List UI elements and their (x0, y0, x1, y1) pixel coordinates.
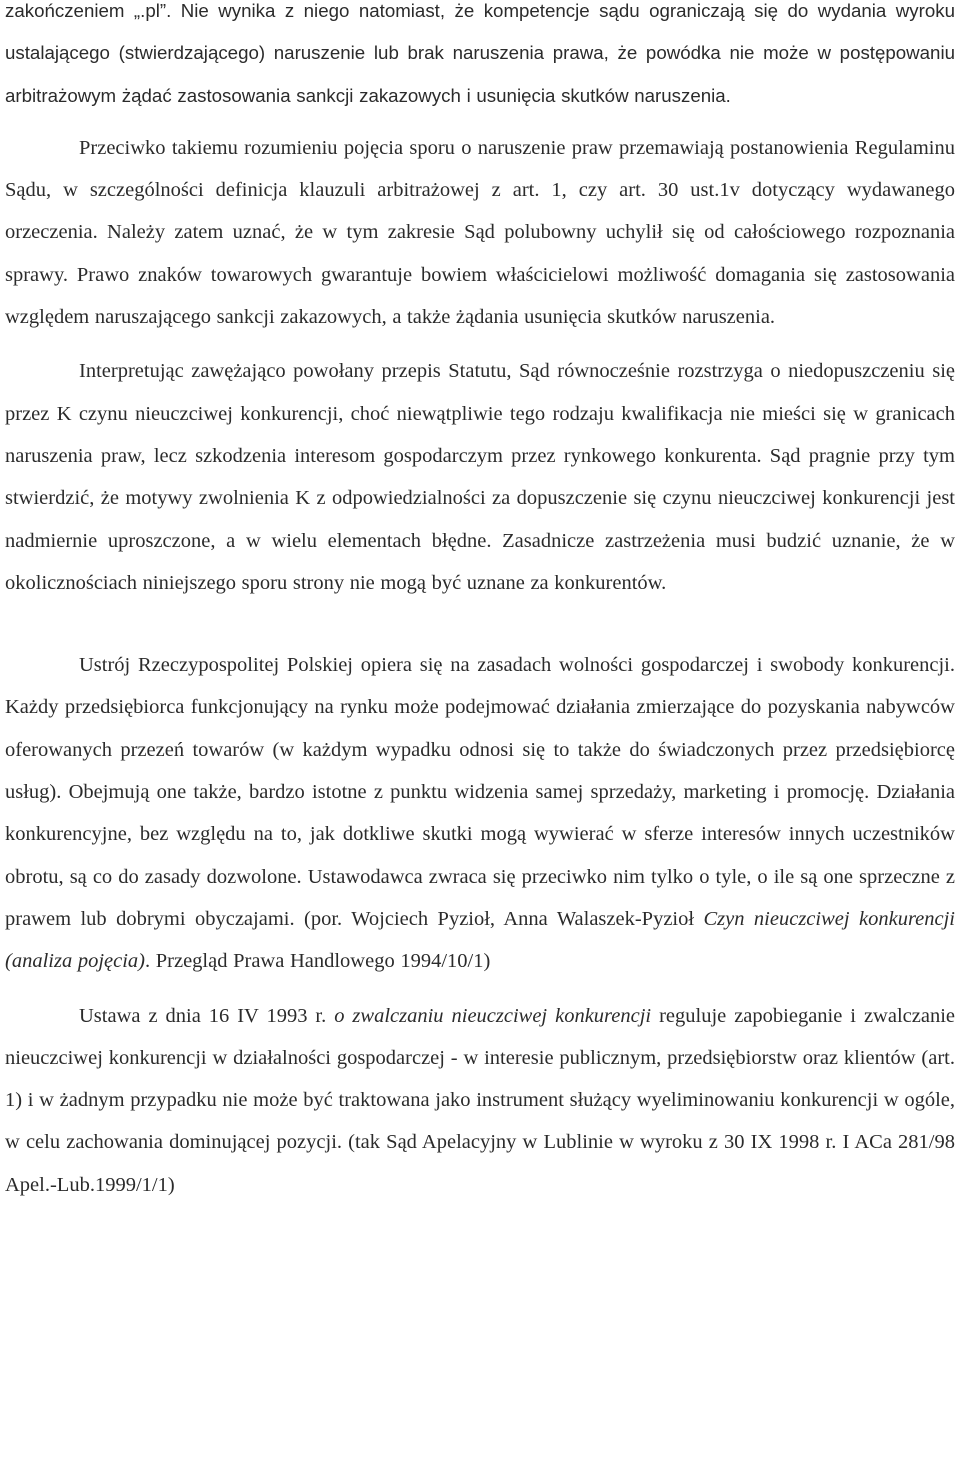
act-title: o zwalczaniu nieuczciwej konkurencji (334, 1004, 652, 1027)
cited-article-title: Czyn nieuczciwej konkurencji (analiza pojęcia) (5, 907, 955, 973)
paragraph-unfair-competition-act (5, 995, 955, 1206)
paragraph-statute-interpretation: Interpretując zawężająco powołany przepis Statutu, Sąd równocześnie rozstrzyga o niedopuszczeniu się przez K czynu nieuczciwej konkurencji, choć niewątpliwie tego rodzaju kwalifikacja nie mieści się w granicach naruszenia praw, lecz szkodzenia interesom gospodarczym przez rynkowego konkurenta. Sąd pragnie przy tym stwierdzić, że motywy zwolnienia K z odpowiedzialności za dopuszczenie się czynu nieuczciwej konkurencji jest nadmiernie uproszczone, a w wielu elementach błędne. Zasadnicze zastrzeżenia musi budzić uznanie, że w okolicznościach niniejszego sporu strony nie mogą być uznane za konkurentów. (5, 360, 955, 594)
paragraph-dispute-scope: Przeciwko takiemu rozumieniu pojęcia sporu o naruszenie praw przemawiają postanowienia Regulaminu Sądu, w szczególności definicja klauzuli arbitrażowej z art. 1, czy art. 30 ust.1v dotyczący wydawanego orzeczenia. Należy zatem uznać, że w tym zakresie Sąd polubowny uchylił się od całościowego rozpoznania sprawy. Prawo znaków towarowych gwarantuje bowiem właścicielowi możliwość domagania się zastosowania względem naruszającego sankcji zakazowych, a także żądania usunięcia skutków naruszenia. (5, 136, 955, 329)
paragraph-free-competition (5, 644, 955, 982)
paragraph-continuation: zakończeniem „.pl”. Nie wynika z niego natomiast, że kompetencje sądu ograniczają się do wydania wyroku ustalającego (stwierdzającego) naruszenie lub brak naruszenia prawa, że powódka nie może w postępowaniu arbitrażowym żądać zastosowania sankcji zakazowych i usunięcia skutków naruszenia. (5, 0, 955, 106)
paragraph-act-text: reguluje zapobieganie i zwalczanie nieuczciwej konkurencji w działalności gospodarczej - w interesie publicznym, przedsiębiorstw oraz klientów (art. 1) i w żadnym przypadku nie może być traktowana jako instrument służący wyeliminowaniu konkurencji w ogóle, w celu zachowania dominującej pozycji. (tak Sąd Apelacyjny w Lublinie w wyroku z 30 IX 1998 r. I ACa 281/98 Apel.-Lub.1999/1/1) (5, 1004, 955, 1196)
paragraph-free-competition-citation: . Przegląd Prawa Handlowego 1994/10/1) (145, 950, 491, 973)
paragraph-act-intro: Ustawa z dnia 16 IV 1993 r. (79, 1004, 335, 1027)
document-page (5, 0, 955, 1206)
paragraph-free-competition-text: Ustrój Rzeczypospolitej Polskiej opiera się na zasadach wolności gospodarczej i swobody konkurencji. Każdy przedsiębiorca funkcjonujący na rynku może podejmować działania zmierzające do pozyskania nabywców oferowanych przezeń towarów (w każdym wypadku odnosi się to także do świadczonych przez przedsiębiorcę usług). Obejmują one także, bardzo istotne z punktu widzenia samej sprzedaży, marketing i promocję. Działania konkurencyjne, bez względu na to, jak dotkliwe skutki mogą wywierać w sferze interesów innych uczestników obrotu, są co do zasady dozwolone. Ustawodawca zwraca się przeciwko nim tylko o tyle, o ile są one sprzeczne z prawem lub dobrymi obyczajami. (por. Wojciech Pyzioł, Anna Walaszek-Pyzioł (5, 654, 955, 930)
